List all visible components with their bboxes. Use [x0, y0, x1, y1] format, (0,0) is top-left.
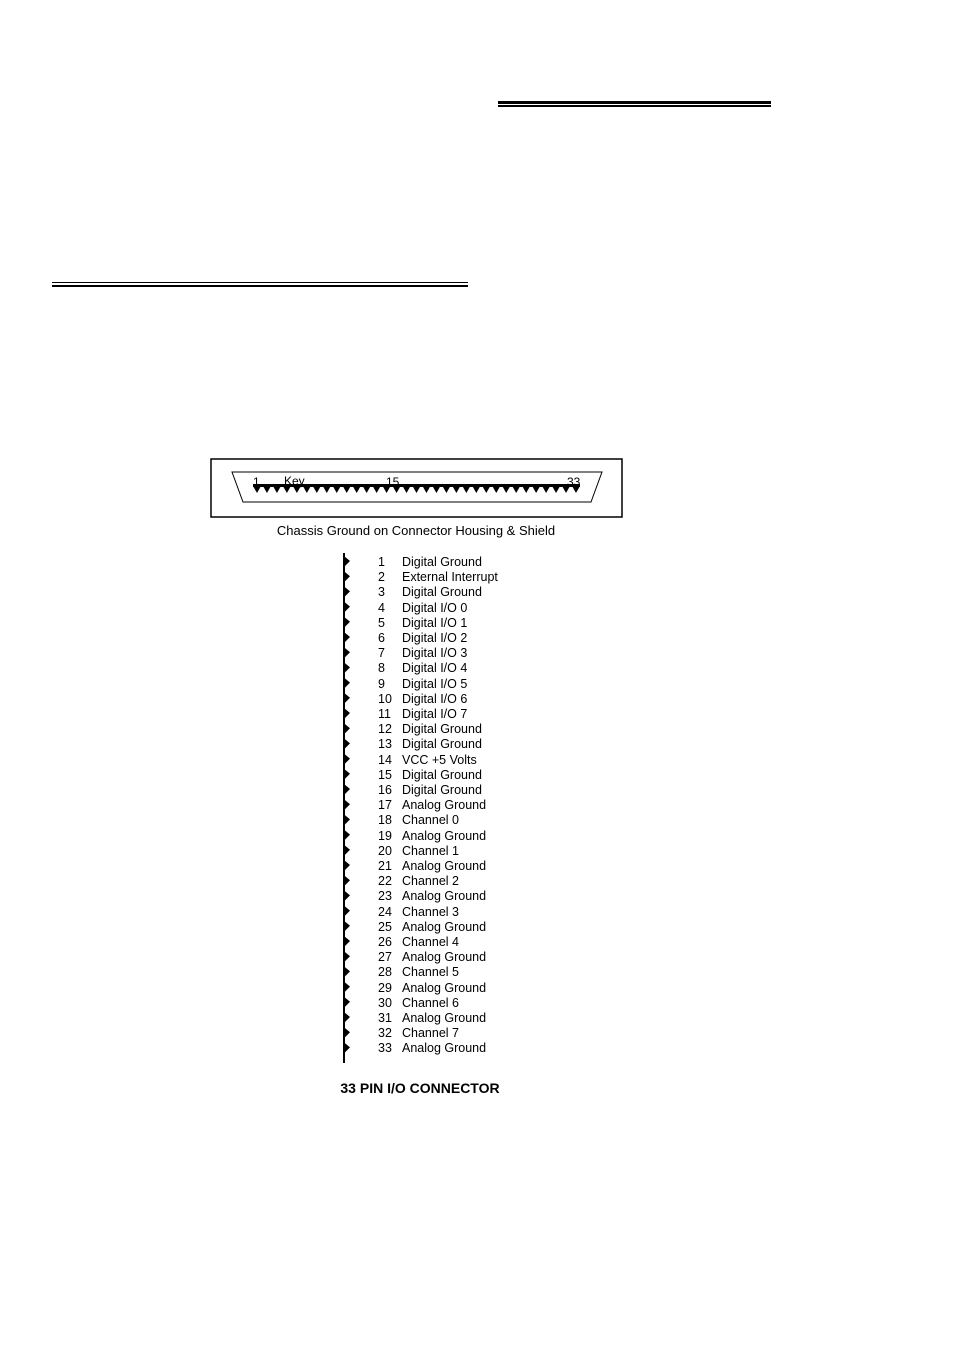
pin-number: 28 [378, 965, 392, 980]
pin-strip-tooth [344, 647, 350, 658]
pin-signal-label: Digital Ground [402, 722, 482, 737]
pin-strip-tooth [344, 860, 350, 871]
pin-signal-label: Channel 1 [402, 843, 459, 858]
pin-strip-tooth [344, 617, 350, 628]
pin-number: 14 [378, 752, 392, 767]
pin-signal-label: Digital I/O 6 [402, 691, 468, 706]
pin-signal-label: Analog Ground [402, 859, 487, 873]
connector-face-diagram [210, 458, 624, 519]
pin-first-label: 1 [253, 475, 260, 489]
pin-number: 22 [378, 874, 392, 889]
pin-number: 17 [378, 798, 392, 813]
key-label: Key [284, 474, 305, 488]
pin-signal-label: Digital I/O 7 [402, 707, 468, 721]
pin-strip-diagram [339, 553, 355, 1065]
section-rule [52, 282, 468, 287]
pin-signal-label: Digital I/O 3 [402, 646, 468, 661]
pin-number: 30 [378, 995, 392, 1010]
pin-signal-label: Digital Ground [402, 767, 482, 782]
pin-number: 26 [378, 935, 392, 949]
pin-strip-tooth [344, 723, 350, 734]
pin-number: 8 [378, 661, 385, 676]
pin-strip-tooth [344, 875, 350, 886]
pin-strip-tooth [344, 586, 350, 597]
pin-number: 12 [378, 722, 392, 737]
pin-number: 25 [378, 919, 392, 934]
header-rule [498, 101, 771, 107]
pin-signal-label: Channel 0 [402, 813, 459, 828]
pin-signal-label: Digital I/O 2 [402, 631, 468, 645]
pin-strip-tooth [344, 845, 350, 856]
pin-signal-label: Analog Ground [402, 798, 487, 813]
pin-number: 23 [378, 889, 392, 904]
pin-number: 29 [378, 980, 392, 995]
pin-strip-tooth [344, 982, 350, 993]
pin-strip-tooth [344, 602, 350, 613]
pin-number: 27 [378, 950, 392, 965]
pin-number: 6 [378, 631, 385, 645]
pin-strip-tooth [344, 754, 350, 765]
pin-signal-label: Channel 2 [402, 874, 459, 889]
pin-signal-label: External Interrupt [402, 570, 498, 585]
pin-signal-label: Digital Ground [402, 555, 482, 569]
pin-strip-tooth [344, 678, 350, 689]
pin-middle-label: 15 [386, 475, 400, 489]
pin-strip-tooth [344, 1027, 350, 1038]
pin-number: 33 [378, 1041, 392, 1056]
pin-number: 10 [378, 691, 392, 706]
pin-strip-tooth [344, 769, 350, 780]
pin-signal-label: VCC +5 Volts [402, 752, 477, 767]
pin-strip-tooth [344, 784, 350, 795]
pin-signal-label: Channel 5 [402, 965, 459, 980]
pin-strip-tooth [344, 951, 350, 962]
pin-signal-label: Analog Ground [402, 919, 487, 934]
pin-number: 2 [378, 570, 385, 585]
pin-signal-label: Channel 6 [402, 995, 459, 1010]
pin-strip-tooth [344, 936, 350, 947]
pin-strip-tooth [344, 693, 350, 704]
pin-strip-tooth [344, 966, 350, 977]
pin-number: 4 [378, 600, 385, 615]
pin-signal-label: Channel 3 [402, 904, 459, 919]
pin-strip-tooth [344, 632, 350, 643]
pin-strip-tooth [344, 997, 350, 1008]
pin-signal-label: Analog Ground [402, 1041, 487, 1056]
pin-number: 5 [378, 615, 385, 630]
pin-signal-label: Analog Ground [402, 889, 487, 904]
pin-number: 24 [378, 904, 392, 919]
pin-signal-label: Digital I/O 4 [402, 661, 468, 676]
pin-signal-label: Digital I/O 0 [402, 600, 468, 615]
pin-strip-tooth [344, 814, 350, 825]
pin-strip-tooth [344, 571, 350, 582]
pin-signal-label: Analog Ground [402, 950, 487, 965]
pin-strip-tooth [344, 906, 350, 917]
pin-strip-tooth [344, 1012, 350, 1023]
pin-signal-label: Digital Ground [402, 783, 482, 797]
pin-signal-label: Channel 4 [402, 935, 459, 949]
pin-number: 13 [378, 737, 392, 752]
pin-number: 1 [378, 555, 385, 569]
pin-number: 15 [378, 767, 392, 782]
pin-number: 20 [378, 843, 392, 858]
pin-number: 18 [378, 813, 392, 828]
pin-strip-tooth [344, 890, 350, 901]
pin-signal-label: Analog Ground [402, 828, 487, 843]
chassis-ground-caption: Chassis Ground on Connector Housing & Shield [276, 523, 556, 538]
pin-strip-tooth [344, 662, 350, 673]
pin-signal-label: Analog Ground [402, 980, 487, 995]
pin-number: 21 [378, 859, 392, 873]
pin-signal-label: Channel 7 [402, 1026, 459, 1041]
pin-last-label: 33 [567, 475, 581, 489]
pin-signal-label: Digital I/O 5 [402, 676, 468, 691]
pin-signal-label: Digital I/O 1 [402, 615, 468, 630]
pin-signal-label: Digital Ground [402, 737, 482, 752]
pin-number: 19 [378, 828, 392, 843]
pin-strip-tooth [344, 921, 350, 932]
pin-number: 16 [378, 783, 392, 797]
pin-strip-tooth [344, 556, 350, 567]
pin-strip-tooth [344, 799, 350, 810]
pin-number: 9 [378, 676, 385, 691]
pin-number: 7 [378, 646, 385, 661]
pin-number: 32 [378, 1026, 392, 1041]
pin-number: 3 [378, 585, 385, 600]
pin-strip-tooth [344, 830, 350, 841]
pin-strip-tooth [344, 1042, 350, 1053]
pin-signal-label: Analog Ground [402, 1011, 487, 1025]
pin-signal-label: Digital Ground [402, 585, 482, 600]
figure-title: 33 PIN I/O CONNECTOR [340, 1080, 500, 1096]
pin-strip-tooth [344, 708, 350, 719]
pin-number: 11 [378, 707, 391, 721]
pin-number: 31 [378, 1011, 392, 1025]
pin-strip-tooth [344, 738, 350, 749]
